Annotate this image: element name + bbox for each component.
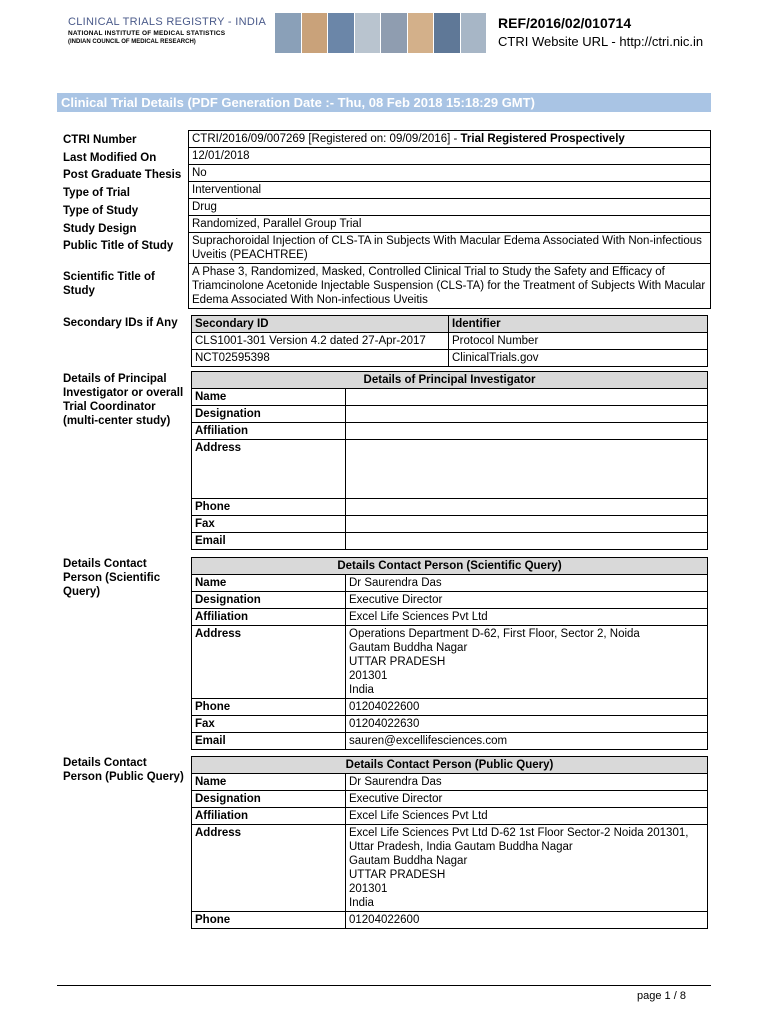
pub-affiliation-label: Affiliation [192,808,346,825]
secondary-id-cell: CLS1001-301 Version 4.2 dated 27-Apr-2017 [192,333,449,350]
principal-investigator-table [191,371,708,550]
reference-number: REF/2016/02/010714 [498,15,632,31]
table-row [192,808,708,825]
org-council: (INDIAN COUNCIL OF MEDICAL RESEARCH) [68,39,196,45]
label-last-modified: Last Modified On [63,152,157,164]
table-row [189,233,711,264]
col-secondary-id: Secondary ID [192,316,449,333]
page-title: Clinical Trial Details (PDF Generation Date :- Thu, 08 Feb 2018 15:18:29 GMT) [57,93,711,112]
pub-designation-value: Executive Director [346,791,708,808]
label-pg-thesis: Post Graduate Thesis [63,169,182,181]
address-line: India [349,684,374,696]
pi-affiliation-label: Affiliation [192,423,346,440]
trial-summary-table [188,130,711,309]
address-line: UTTAR PRADESH [349,656,446,668]
public-title-value: Suprachoroidal Injection of CLS-TA in Subjects With Macular Edema Associated With Non-infectious Uveitis (PEACHTREE) [189,233,711,264]
scientific-contact-table [191,557,708,750]
label-secondary-ids: Secondary IDs if Any [63,317,178,329]
label-scientific-contact: Details Contact Person (Scientific Query) [63,558,161,598]
table-row [192,440,708,499]
registry-logo-text [68,16,276,45]
sci-fax-label: Fax [192,716,346,733]
type-of-trial-value: Interventional [189,182,711,199]
col-identifier: Identifier [449,316,708,333]
sci-affiliation-label: Affiliation [192,609,346,626]
pub-contact-heading: Details Contact Person (Public Query) [192,757,708,774]
header-banner-image [275,13,487,53]
pub-affiliation-value: Excel Life Sciences Pvt Ltd [346,808,708,825]
page-number: page 1 / 8 [637,990,686,1002]
table-header-row [192,316,708,333]
label-type-of-trial: Type of Trial [63,187,130,199]
sci-name-label: Name [192,575,346,592]
pi-phone-value [346,499,708,516]
pub-name-label: Name [192,774,346,791]
pi-email-value [346,533,708,550]
pi-designation-value [346,406,708,423]
pi-name-value [346,389,708,406]
table-header-row [192,372,708,389]
ctri-number-value: CTRI/2016/09/007269 [Registered on: 09/09/2016] - [192,133,461,145]
sci-address-label: Address [192,626,346,699]
footer-divider [57,985,711,986]
sci-email-label: Email [192,733,346,750]
pi-phone-label: Phone [192,499,346,516]
pub-name-value: Dr Saurendra Das [346,774,708,791]
label-scientific-title: Scientific Title of Study [63,271,155,297]
pub-phone-label: Phone [192,912,346,929]
table-row [189,182,711,199]
sci-designation-label: Designation [192,592,346,609]
pi-name-label: Name [192,389,346,406]
table-row [189,264,711,309]
table-row [192,626,708,699]
last-modified-value: 12/01/2018 [189,148,711,165]
table-row [192,423,708,440]
secondary-id-cell: NCT02595398 [192,350,449,367]
table-row [192,825,708,912]
address-line: UTTAR PRADESH [349,869,446,881]
sci-fax-value: 01204022630 [346,716,708,733]
table-row [189,216,711,233]
pub-address-label: Address [192,825,346,912]
sci-designation-value: Executive Director [346,592,708,609]
pi-affiliation-value [346,423,708,440]
address-line: 201301 [349,670,388,682]
label-principal-investigator: Details of Principal Investigator or overall Trial Coordinator (multi-center study) [63,373,184,427]
address-line: Operations Department D-62, First Floor, Sector 2, Noida [349,628,640,640]
table-row [192,499,708,516]
table-row [192,592,708,609]
study-design-value: Randomized, Parallel Group Trial [189,216,711,233]
pub-designation-label: Designation [192,791,346,808]
table-row [192,609,708,626]
identifier-cell: Protocol Number [449,333,708,350]
address-line: Gautam Buddha Nagar [349,855,468,867]
label-ctri-number: CTRI Number [63,134,137,146]
table-row [192,575,708,592]
table-row [192,791,708,808]
sci-address-value [346,626,708,699]
address-line: Gautam Buddha Nagar [349,642,468,654]
sci-contact-heading: Details Contact Person (Scientific Query) [192,558,708,575]
table-row [192,389,708,406]
type-of-study-value: Drug [189,199,711,216]
table-row [192,350,708,367]
sci-email-value: sauren@excellifesciences.com [346,733,708,750]
table-row [189,131,711,148]
pub-phone-value: 01204022600 [346,912,708,929]
sci-name-value: Dr Saurendra Das [346,575,708,592]
label-public-title: Public Title of Study [63,240,174,252]
address-line: India [349,897,374,909]
table-header-row [192,757,708,774]
org-name: CLINICAL TRIALS REGISTRY - INDIA [68,16,267,28]
label-study-design: Study Design [63,223,137,235]
registration-status: Trial Registered Prospectively [460,133,625,145]
sci-phone-value: 01204022600 [346,699,708,716]
table-row [192,406,708,423]
sci-phone-label: Phone [192,699,346,716]
table-row [192,912,708,929]
pg-thesis-value: No [189,165,711,182]
pi-heading: Details of Principal Investigator [192,372,708,389]
pi-email-label: Email [192,533,346,550]
secondary-ids-table [191,315,708,367]
address-line: 201301 [349,883,388,895]
label-type-of-study: Type of Study [63,205,139,217]
table-row [189,199,711,216]
table-row [192,516,708,533]
identifier-cell: ClinicalTrials.gov [449,350,708,367]
table-row [192,733,708,750]
address-line: Excel Life Sciences Pvt Ltd D-62 1st Floor Sector-2 Noida 201301, [349,827,689,839]
pub-address-value [346,825,708,912]
table-row [192,533,708,550]
address-line: Uttar Pradesh, India Gautam Buddha Nagar [349,841,573,853]
org-institute: NATIONAL INSTITUTE OF MEDICAL STATISTICS [68,30,226,37]
table-row [192,774,708,791]
pi-fax-label: Fax [192,516,346,533]
table-row [192,333,708,350]
public-contact-table [191,756,708,929]
pi-designation-label: Designation [192,406,346,423]
scientific-title-value: A Phase 3, Randomized, Masked, Controlled Clinical Trial to Study the Safety and Efficacy of Triamcinolone Acetonide Injectable Suspension (CLS-TA) for the Treatment of Subjects With Macular Edema Associated With Non-infectious Uveitis [189,264,711,309]
table-row [189,148,711,165]
table-row [189,165,711,182]
table-row [192,699,708,716]
table-header-row [192,558,708,575]
pi-address-value [346,440,708,499]
pi-address-label: Address [192,440,346,499]
label-public-contact: Details Contact Person (Public Query) [63,757,184,783]
table-row [192,716,708,733]
sci-affiliation-value: Excel Life Sciences Pvt Ltd [346,609,708,626]
website-url: CTRI Website URL - http://ctri.nic.in [498,34,704,49]
pi-fax-value [346,516,708,533]
